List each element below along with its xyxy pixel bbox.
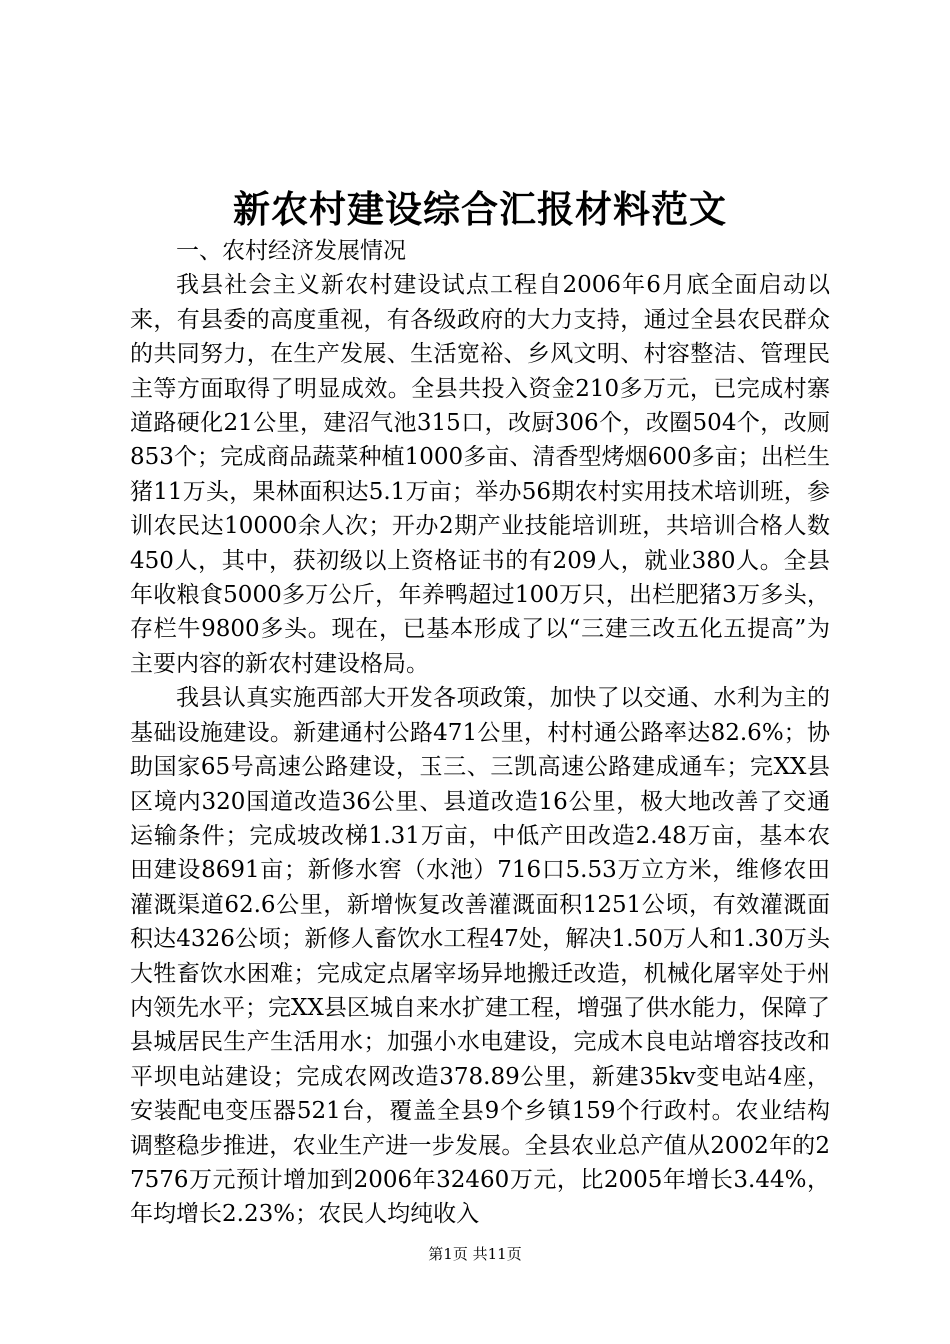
document-body <box>130 234 830 1232</box>
page-number-footer: 第1页 共11页 <box>428 1245 522 1263</box>
paragraph-infrastructure: 我县认真实施西部大开发各项政策，加快了以交通、水利为主的基础设施建设。新建通村公路471公里，村村通公路率达82.6%；协助国家65号高速公路建设，玉三、三凯高速公路建成通车；完XX县区境内320国道改造36公里、县道改造16公里，极大地改善了交通运输条件；完成坡改梯1.31万亩，中低产田改造2.48万亩，基本农田建设8691亩；新修水窖（水池）716口5.53万立方米，维修农田灌溉渠道62.6公里，新增恢复改善灌溉面积1251公顷，有效灌溉面积达4326公顷；新修人畜饮水工程47处，解决1.50万人和1.30万头大牲畜饮水困难；完成定点屠宰场异地搬迁改造，机械化屠宰处于州内领先水平；完XX县区城自来水扩建工程，增强了供水能力，保障了县城居民生产生活用水；加强小水电建设，完成木良电站增容技改和平坝电站建设；完成农网改造378.89公里，新建35kv变电站4座，安装配电变压器521台，覆盖全县9个乡镇159个行政村。农业结构调整稳步推进，农业生产进一步发展。全县农业总产值从2002年的27576万元预计增加到2006年32460万元，比2005年增长3.44%，年均增长2.23%；农民人均纯收入 <box>130 685 830 1228</box>
section-heading: 一、农村经济发展情况 <box>176 238 406 264</box>
document-title: 新农村建设综合汇报材料范文 <box>233 187 727 231</box>
paragraph-rural-construction: 我县社会主义新农村建设试点工程自2006年6月底全面启动以来，有县委的高度重视，有各级政府的大力支持，通过全县农民群众的共同努力，在生产发展、生活宽裕、乡风文明、村容整洁、管理民主等方面取得了明显成效。全县共投入资金210多万元，已完成村寨道路硬化21公里，建沼气池315口，改厨306个，改圈504个，改厕853个；完成商品蔬菜种植1000多亩、清香型烤烟600多亩；出栏生猪11万头，果林面积达5.1万亩；举办56期农村实用技术培训班，参训农民达10000余人次；开办2期产业技能培训班，共培训合格人数450人，其中，获初级以上资格证书的有209人，就业380人。全县年收粮食5000多万公斤，年养鸭超过100万只，出栏肥猪3万多头，存栏牛9800多头。现在，已基本形成了以“三建三改五化五提高”为主要内容的新农村建设格局。 <box>130 272 830 677</box>
